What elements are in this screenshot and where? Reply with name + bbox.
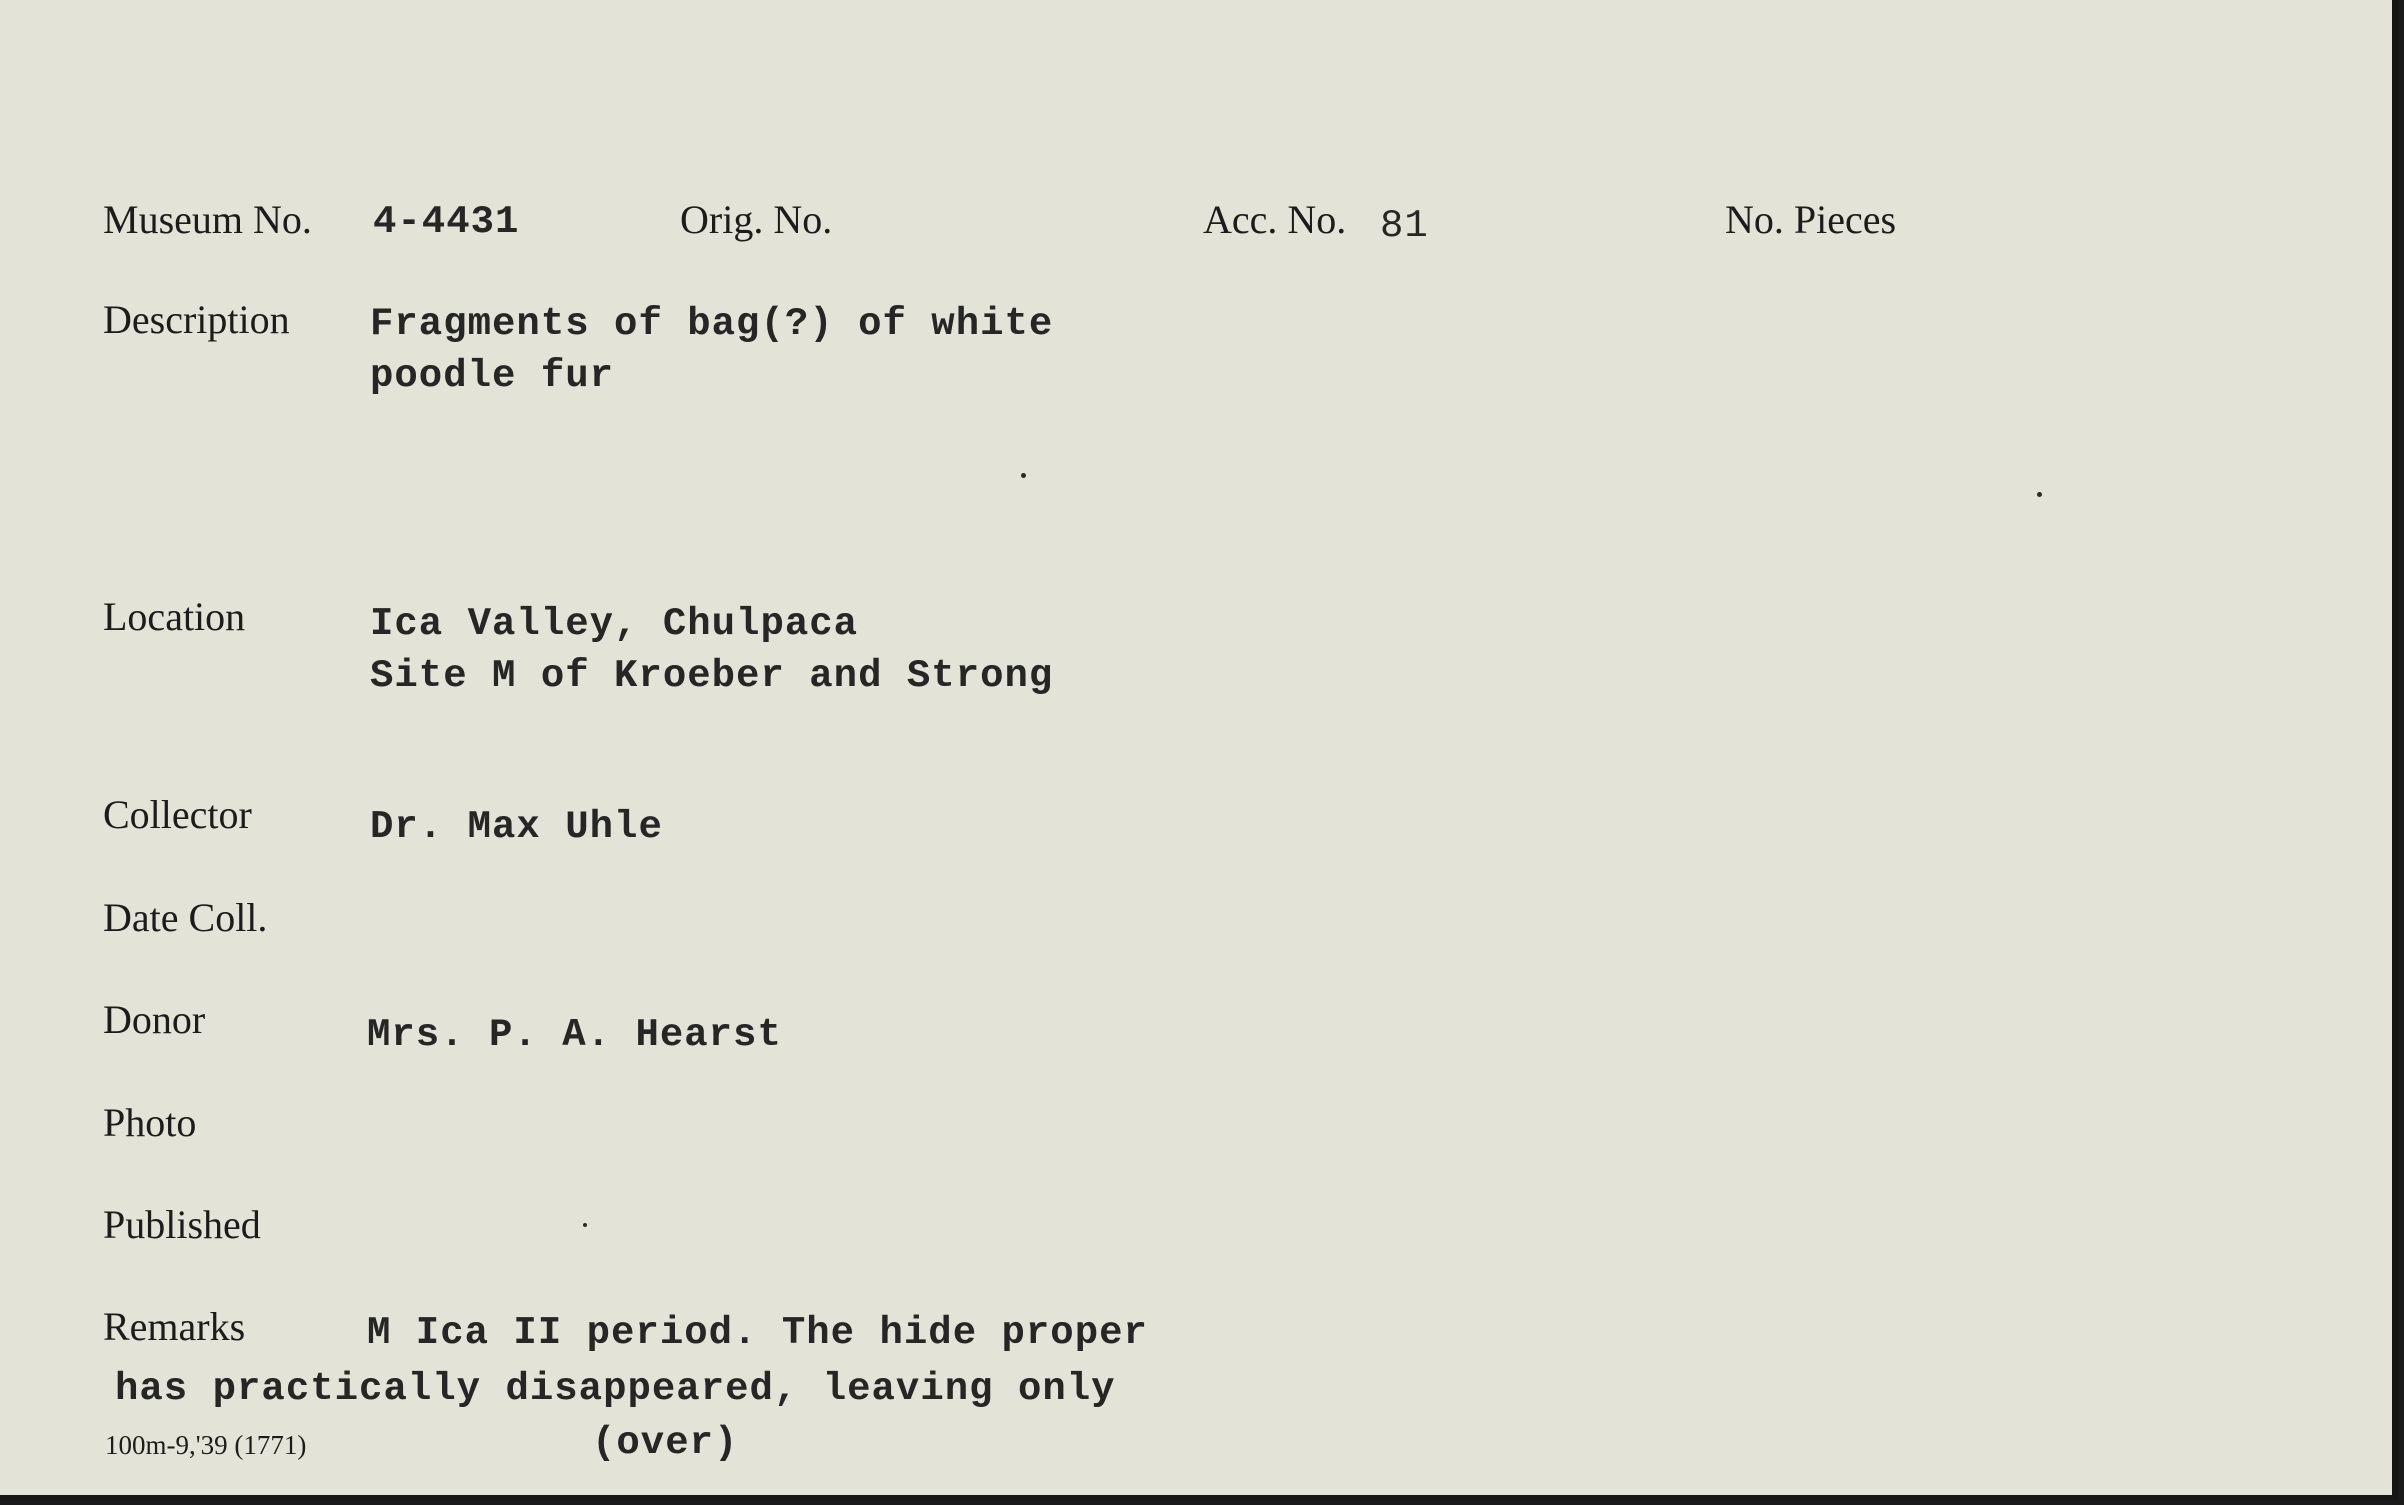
- photo-label: Photo: [103, 1100, 197, 1145]
- no-pieces-label: No. Pieces: [1725, 197, 1897, 242]
- remarks-over: (over): [592, 1421, 739, 1465]
- ink-speck: [1021, 473, 1026, 478]
- description-label: Description: [103, 297, 290, 342]
- remarks-line-2: has practically disappeared, leaving only: [115, 1367, 1116, 1411]
- location-value: [370, 598, 1053, 702]
- description-line-2: poodle fur: [370, 354, 615, 398]
- acc-no-label: Acc. No.: [1203, 197, 1347, 242]
- collector-value: Dr. Max Uhle: [370, 805, 663, 849]
- location-label: Location: [103, 594, 246, 639]
- remarks-label: Remarks: [103, 1304, 246, 1349]
- museum-no-value: 4-4431: [373, 200, 520, 244]
- location-line-2: Site M of Kroeber and Strong: [370, 654, 1054, 698]
- print-code: 100m-9,'39 (1771): [105, 1430, 307, 1460]
- museum-no-label: Museum No.: [103, 197, 312, 242]
- collector-label: Collector: [103, 792, 252, 837]
- location-line-1: Ica Valley, Chulpaca: [370, 602, 859, 646]
- ink-speck: [2037, 492, 2042, 497]
- acc-no-value: 81: [1380, 204, 1429, 248]
- description-value: [370, 298, 1053, 402]
- orig-no-label: Orig. No.: [680, 197, 833, 242]
- date-coll-label: Date Coll.: [103, 895, 268, 940]
- donor-value: Mrs. P. A. Hearst: [367, 1013, 782, 1057]
- remarks-line-1: M Ica II period. The hide proper: [367, 1311, 1148, 1355]
- description-line-1: Fragments of bag(?) of white: [370, 302, 1054, 346]
- ink-speck: [583, 1223, 587, 1227]
- published-label: Published: [103, 1202, 261, 1247]
- donor-label: Donor: [103, 997, 206, 1042]
